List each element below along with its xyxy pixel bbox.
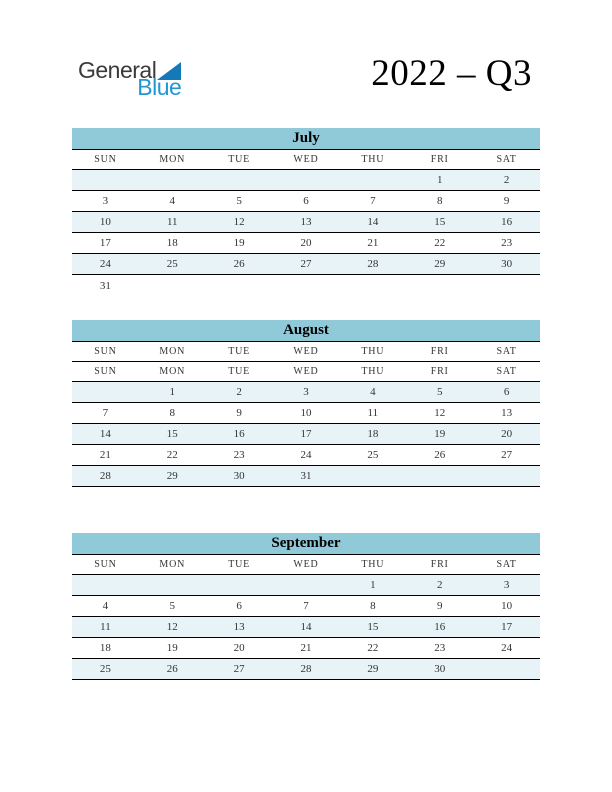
- weekday-label: SAT: [496, 366, 517, 377]
- weekday-label: THU: [361, 559, 385, 570]
- month-section-august: [72, 320, 540, 487]
- day-cell: 5: [236, 195, 242, 207]
- weekday-label: TUE: [228, 559, 251, 570]
- day-cell: 17: [99, 237, 111, 249]
- weekday-label: FRI: [430, 559, 449, 570]
- day-cell: 25: [367, 449, 379, 461]
- day-cell: 15: [434, 216, 446, 228]
- weekday-label: SUN: [94, 559, 117, 570]
- day-cell: 3: [503, 579, 510, 591]
- day-cell: 8: [169, 407, 176, 419]
- week-row: [72, 424, 540, 445]
- weekday-label: TUE: [228, 154, 251, 165]
- day-cell: 29: [166, 470, 178, 482]
- day-cell: 16: [501, 216, 513, 228]
- day-cell: 14: [99, 428, 111, 440]
- day-cell: 27: [501, 449, 513, 461]
- day-cell: 26: [233, 258, 245, 270]
- day-cell: 19: [434, 428, 446, 440]
- day-cell: 13: [300, 216, 312, 228]
- day-cell: 7: [370, 195, 376, 207]
- day-cell: 2: [436, 579, 443, 591]
- day-cell: 31: [300, 470, 312, 482]
- day-cell: 22: [367, 642, 379, 654]
- day-cell: 19: [233, 237, 245, 249]
- week-row: [72, 659, 540, 680]
- day-cell: 6: [503, 386, 510, 398]
- day-cell: 7: [102, 407, 109, 419]
- weekday-header-row: [72, 342, 540, 362]
- month-section-september: [72, 533, 540, 680]
- weekday-label: THU: [361, 346, 385, 357]
- day-cell: 11: [166, 216, 178, 228]
- day-cell: 24: [99, 258, 111, 270]
- day-cell: 29: [367, 663, 379, 675]
- day-cell: 20: [300, 237, 312, 249]
- day-cell: 28: [367, 258, 379, 270]
- day-cell: 23: [501, 237, 513, 249]
- month-title-band: [72, 533, 540, 555]
- week-row: [72, 275, 540, 296]
- day-cell: 10: [501, 600, 513, 612]
- weekday-header-row: [72, 150, 540, 170]
- day-cell: 21: [367, 237, 379, 249]
- day-cell: 17: [501, 621, 513, 633]
- day-cell: 4: [169, 195, 176, 207]
- weekday-label: SUN: [94, 154, 117, 165]
- day-cell: 3: [102, 195, 109, 207]
- day-cell: 18: [166, 237, 178, 249]
- week-row: [72, 403, 540, 424]
- weekday-label: TUE: [228, 346, 251, 357]
- day-cell: 23: [434, 642, 446, 654]
- day-cell: 16: [233, 428, 245, 440]
- day-cell: 9: [503, 195, 510, 207]
- day-cell: 27: [233, 663, 245, 675]
- weekday-header-row: [72, 362, 540, 382]
- day-cell: 31: [99, 279, 111, 292]
- page-title: 2022 – Q3: [371, 53, 532, 94]
- logo-word-general: General: [78, 57, 157, 83]
- day-cell: 30: [434, 663, 446, 675]
- day-cell: 15: [367, 621, 379, 633]
- day-cell: 11: [100, 621, 111, 633]
- day-cell: 13: [501, 407, 513, 419]
- weekday-label: WED: [293, 559, 319, 570]
- day-cell: 4: [370, 386, 376, 398]
- day-cell: 20: [233, 642, 245, 654]
- day-cell: 5: [169, 600, 176, 612]
- day-cell: 10: [300, 407, 312, 419]
- day-cell: 26: [434, 449, 446, 461]
- week-row: [72, 170, 540, 191]
- day-cell: 19: [166, 642, 178, 654]
- day-cell: 17: [300, 428, 312, 440]
- day-cell: 14: [300, 621, 312, 633]
- day-cell: 21: [300, 642, 312, 654]
- day-cell: 4: [102, 600, 109, 612]
- day-cell: 25: [166, 258, 178, 270]
- day-cell: 30: [233, 470, 245, 482]
- day-cell: 30: [501, 258, 513, 270]
- weekday-label: FRI: [430, 346, 449, 357]
- week-row: [72, 212, 540, 233]
- weekday-label: SUN: [94, 346, 117, 357]
- day-cell: 11: [367, 407, 379, 419]
- day-cell: 23: [233, 449, 245, 461]
- week-row: [72, 596, 540, 617]
- month-title: September: [271, 535, 341, 551]
- day-cell: 29: [434, 258, 446, 270]
- day-cell: 7: [303, 600, 309, 612]
- day-cell: 18: [99, 642, 111, 654]
- day-cell: 26: [166, 663, 178, 675]
- day-cell: 6: [303, 195, 309, 207]
- week-row: [72, 617, 540, 638]
- day-cell: 1: [169, 386, 176, 398]
- day-cell: 8: [436, 195, 443, 207]
- weekday-label: FRI: [430, 366, 449, 377]
- weekday-label: SAT: [496, 346, 517, 357]
- weekday-label: THU: [361, 154, 385, 165]
- week-row: [72, 254, 540, 275]
- weekday-label: MON: [159, 366, 186, 377]
- weekday-label: MON: [159, 559, 186, 570]
- day-cell: 3: [303, 386, 309, 398]
- weekday-label: SAT: [496, 154, 517, 165]
- day-cell: 25: [99, 663, 111, 675]
- week-row: [72, 382, 540, 403]
- day-cell: 10: [99, 216, 111, 228]
- week-row: [72, 445, 540, 466]
- month-title: August: [283, 322, 329, 338]
- weekday-label: SUN: [94, 366, 117, 377]
- day-cell: 24: [501, 642, 513, 654]
- day-cell: 15: [166, 428, 178, 440]
- weekday-label: MON: [159, 346, 186, 357]
- day-cell: 21: [99, 449, 111, 461]
- day-cell: 22: [434, 237, 446, 249]
- day-cell: 24: [300, 449, 312, 461]
- day-cell: 27: [300, 258, 312, 270]
- day-cell: 18: [367, 428, 379, 440]
- day-cell: 13: [233, 621, 245, 633]
- weekday-label: WED: [293, 346, 319, 357]
- month-title-band: [72, 320, 540, 342]
- day-cell: 16: [434, 621, 446, 633]
- week-row: [72, 575, 540, 596]
- week-row: [72, 466, 540, 487]
- day-cell: 12: [166, 621, 178, 633]
- weekday-label: WED: [293, 366, 319, 377]
- day-cell: 1: [370, 579, 376, 591]
- weekday-label: FRI: [430, 154, 449, 165]
- day-cell: 14: [367, 216, 379, 228]
- day-cell: 12: [233, 216, 245, 228]
- general-blue-logo: [78, 59, 181, 99]
- week-row: [72, 233, 540, 254]
- week-row: [72, 191, 540, 212]
- weekday-label: TUE: [228, 366, 251, 377]
- month-section-july: [72, 128, 540, 296]
- day-cell: 6: [236, 600, 242, 612]
- day-cell: 9: [436, 600, 443, 612]
- day-cell: 28: [99, 470, 111, 482]
- month-title: July: [292, 130, 320, 146]
- day-cell: 8: [370, 600, 376, 612]
- day-cell: 12: [434, 407, 446, 419]
- month-title-band: [72, 128, 540, 150]
- weekday-label: SAT: [496, 559, 517, 570]
- logo-word-blue: Blue: [137, 74, 182, 100]
- weekday-label: MON: [159, 154, 186, 165]
- day-cell: 22: [166, 449, 178, 461]
- day-cell: 2: [236, 386, 242, 398]
- day-cell: 20: [501, 428, 513, 440]
- week-row: [72, 638, 540, 659]
- weekday-label: WED: [293, 154, 319, 165]
- day-cell: 2: [503, 174, 510, 186]
- day-cell: 28: [300, 663, 312, 675]
- day-cell: 9: [236, 407, 242, 419]
- day-cell: 1: [436, 174, 443, 186]
- weekday-label: THU: [361, 366, 385, 377]
- weekday-header-row: [72, 555, 540, 575]
- day-cell: 5: [436, 386, 443, 398]
